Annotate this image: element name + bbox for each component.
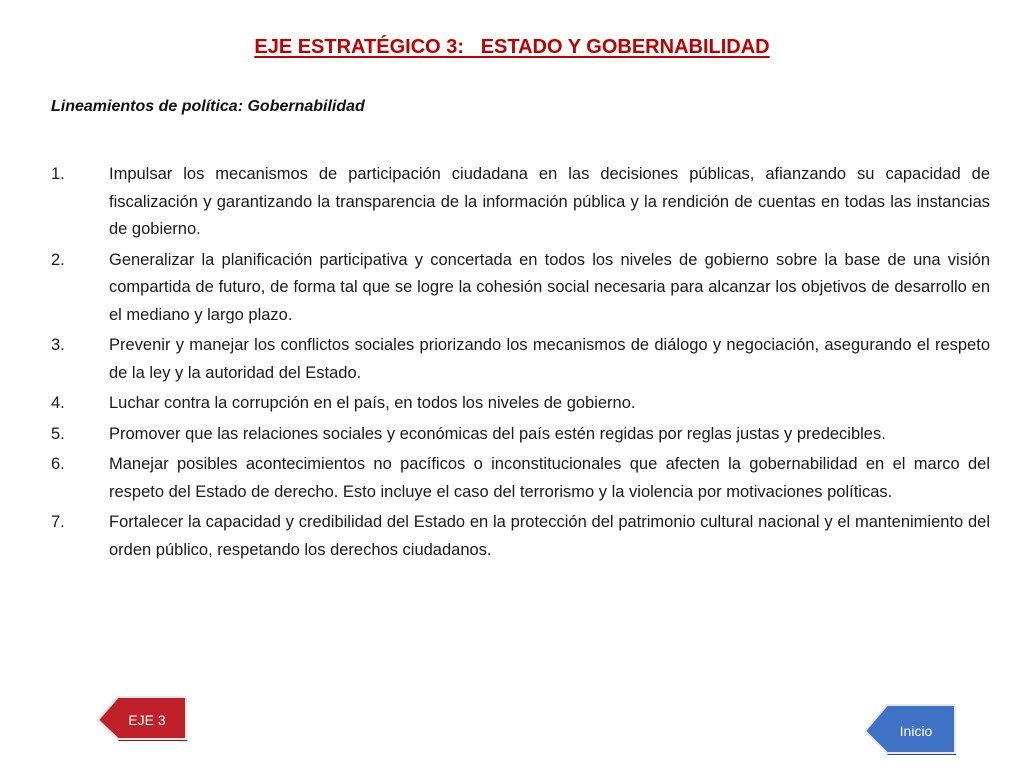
item-text: Impulsar los mecanismos de participación ciudadana en las decisiones públicas, afianzando su capacidad de fiscalización y garantizando la transparencia de la información pública y la rendición de cuentas en todas las instancias de gobierno. (109, 165, 990, 238)
list-item (51, 421, 990, 449)
item-text: Prevenir y manejar los conflictos sociales priorizando los mecanismos de diálogo y negociación, asegurando el respeto de la ley y la autoridad del Estado. (109, 336, 990, 382)
section-subtitle: Lineamientos de política: Gobernabilidad (51, 98, 365, 115)
item-text: Luchar contra la corrupción en el país, en todos los niveles de gobierno. (109, 394, 636, 412)
item-number: 7. (51, 513, 65, 531)
policy-list (51, 161, 990, 567)
item-number: 3. (51, 336, 65, 354)
list-item (51, 161, 990, 244)
home-label: Inicio (899, 723, 933, 739)
item-number: 6. (51, 455, 65, 473)
list-item (51, 332, 990, 387)
item-text: Manejar posibles acontecimientos no pacíficos o inconstitucionales que afecten la gobernabilidad en el marco del respeto del Estado de derecho. Esto incluye el caso del terrorismo y la violencia por motivaciones políticas. (109, 455, 990, 501)
item-text: Fortalecer la capacidad y credibilidad del Estado en la protección del patrimonio cultural nacional y el mantenimiento del orden público, respetando los derechos ciudadanos. (109, 513, 990, 559)
eje3-back-button[interactable] (96, 695, 188, 745)
eje3-back-label: EJE 3 (128, 712, 166, 728)
home-button[interactable] (863, 703, 957, 759)
item-number: 5. (51, 424, 65, 443)
slide-title: EJE ESTRATÉGICO 3: ESTADO Y GOBERNABILIDAD (254, 36, 770, 58)
list-item (51, 451, 990, 506)
list-item (51, 509, 990, 564)
list-item (51, 247, 990, 330)
list-item (51, 390, 990, 418)
item-number: 1. (51, 165, 65, 183)
item-number: 2. (51, 250, 65, 269)
item-text: Generalizar la planificación participativa y concertada en todos los niveles de gobierno sobre la base de una visión compartida de futuro, de forma tal que se logre la cohesión social necesaria para alcanzar los objetivos de desarrollo en el mediano y largo plazo. (109, 250, 990, 324)
item-number: 4. (51, 394, 65, 412)
item-text: Promover que las relaciones sociales y económicas del país estén regidas por reglas justas y predecibles. (109, 424, 886, 443)
